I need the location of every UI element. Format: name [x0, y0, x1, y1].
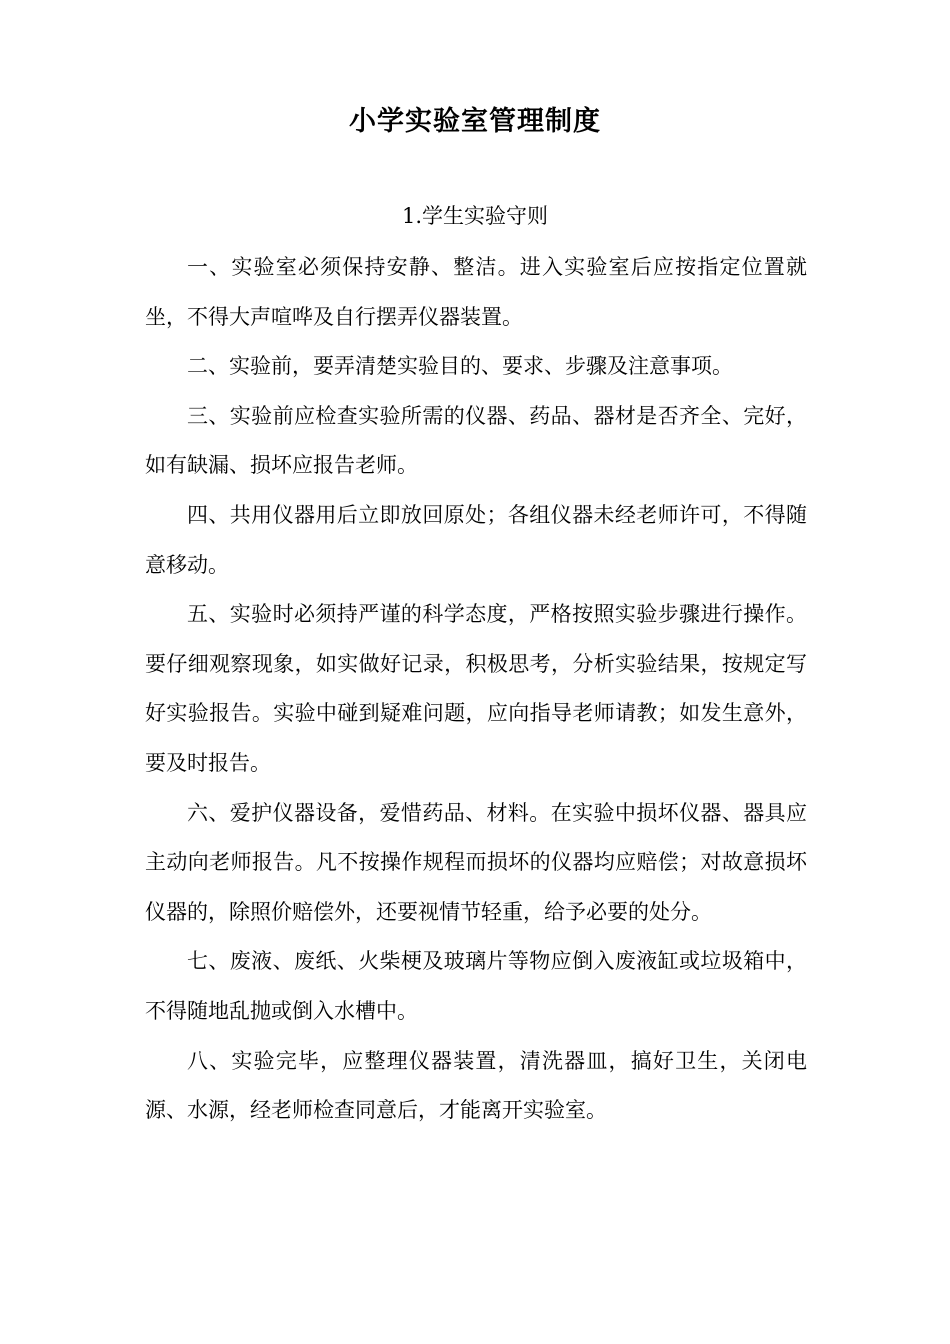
- rule-5: 五、实验时必须持严谨的科学态度，严格按照实验步骤进行操作。要仔细观察现象，如实做好记录，积极思考，分析实验结果，按规定写好实验报告。实验中碰到疑难问题，应向指导老师请教；如发生意外，要及时报告。: [145, 602, 807, 775]
- rule-4: 四、共用仪器用后立即放回原处；各组仪器未经老师许可，不得随意移动。: [145, 502, 807, 577]
- document-title: 小学实验室管理制度: [349, 106, 601, 137]
- rule-3: 三、实验前应检查实验所需的仪器、药品、器材是否齐全、完好，如有缺漏、损坏应报告老师。: [145, 403, 807, 478]
- rules-list: [145, 243, 807, 1136]
- section-heading: 1.学生实验守则: [401, 204, 549, 228]
- rule-7: 七、废液、废纸、火柴梗及玻璃片等物应倒入废液缸或垃圾箱中，不得随地乱抛或倒入水槽中。: [145, 949, 807, 1023]
- rule-6: 六、爱护仪器设备，爱惜药品、材料。在实验中损坏仪器、器具应主动向老师报告。凡不按操作规程而损坏的仪器均应赔偿；对故意损坏仪器的，除照价赔偿外，还要视情节轻重，给予必要的处分。: [145, 800, 807, 924]
- rule-2: 二、实验前，要弄清楚实验目的、要求、步骤及注意事项。: [187, 354, 733, 379]
- rule-1: 一、实验室必须保持安静、整洁。进入实验室后应按指定位置就坐，不得大声喧哗及自行摆弄仪器装置。: [145, 255, 807, 329]
- rule-8: 八、实验完毕，应整理仪器装置，清洗器皿，搞好卫生，关闭电源、水源，经老师检查同意后，才能离开实验室。: [145, 1048, 807, 1123]
